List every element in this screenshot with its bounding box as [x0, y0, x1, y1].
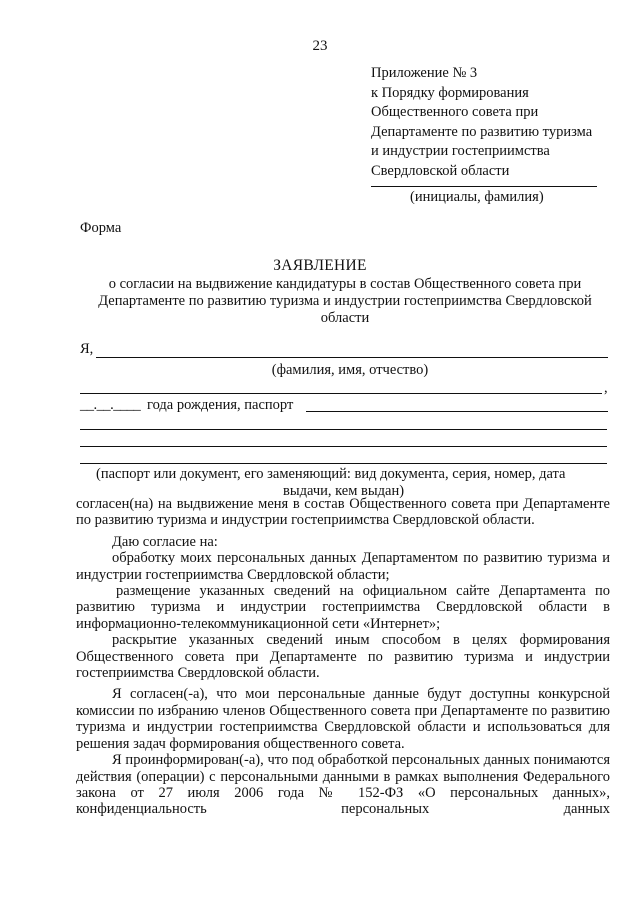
name-caption: (фамилия, имя, отчество)	[271, 362, 429, 378]
appendix-header	[371, 64, 592, 181]
name-field-line-2[interactable]	[80, 393, 602, 394]
passport-field-line-2[interactable]	[80, 429, 607, 430]
appendix-line: Департаменте по развитию туризма	[371, 123, 593, 140]
paragraph-disclosure: раскрытие указанных сведений иным способом в целях формирования Общественного совета при Департаменте по развитию туризма и индустрии гостеприимства Свердловской области.	[76, 632, 610, 682]
name-prefix: Я,	[80, 341, 94, 357]
paragraph-consent-intro: Даю согласие на:	[112, 533, 218, 550]
appendix-line: и индустрии гостеприимства	[371, 143, 550, 159]
document-subtitle: о согласии на выдвижение кандидатуры в состав Общественного совета при Департаменте по развитию туризма и индустрии гостеприимства Свердловской области	[98, 276, 592, 326]
passport-caption-2: выдачи, кем выдан)	[283, 483, 405, 499]
form-label: Форма	[80, 220, 122, 236]
paragraph-consent-nomination: согласен(на) на выдвижение меня в состав Общественного совета при Департаменте по развитию туризма и индустрии гостеприимства Свердловской области.	[76, 496, 610, 529]
birth-label: года рождения, паспорт	[147, 397, 294, 413]
passport-caption-1: (паспорт или документ, его заменяющий: вид документа, серия, номер, дата	[96, 466, 566, 482]
signature-caption: (инициалы, фамилия)	[410, 189, 544, 205]
paragraph-processing: обработку моих персональных данных Департаментом по развитию туризма и индустрии гостеприимства Свердловской области;	[76, 550, 610, 583]
birth-date-field[interactable]: __.__.____	[80, 397, 141, 413]
comma: ,	[604, 380, 608, 396]
body-text	[76, 496, 610, 818]
paragraph-data-access: Я согласен(-а), что мои персональные данные будут доступны конкурсной комиссии по избранию членов Общественного совета при Департаменте по развитию туризма и индустрии гостеприимства Свердловской области и использоваться для решения задач формирования общественного совета.	[76, 686, 610, 752]
appendix-line: Приложение № 3	[371, 65, 478, 81]
appendix-line: Общественного совета при	[371, 104, 539, 120]
document-title: ЗАЯВЛЕНИЕ	[273, 257, 367, 274]
signature-line	[371, 186, 597, 187]
appendix-line: Свердловской области	[371, 162, 510, 179]
passport-field-line-4[interactable]	[80, 463, 607, 464]
name-field-line[interactable]	[96, 357, 608, 358]
passport-field-line[interactable]	[306, 411, 608, 412]
paragraph-informed: Я проинформирован(-а), что под обработкой персональных данных понимаются действия (операции) с персональными данными в рамках выполнения Федерального закона от 27 июля 2006 года № 152-ФЗ «О персональных данных», конфиденциальность персональных данных	[76, 752, 610, 818]
passport-field-line-3[interactable]	[80, 446, 607, 447]
appendix-line: к Порядку формирования	[371, 84, 529, 101]
page-number: 23	[312, 38, 328, 54]
paragraph-publication: размещение указанных сведений на официальном сайте Департамента по развитию туризма и индустрии гостеприимства Свердловской области в информационно-телекоммуникационной сети «Интернет»;	[76, 583, 610, 632]
